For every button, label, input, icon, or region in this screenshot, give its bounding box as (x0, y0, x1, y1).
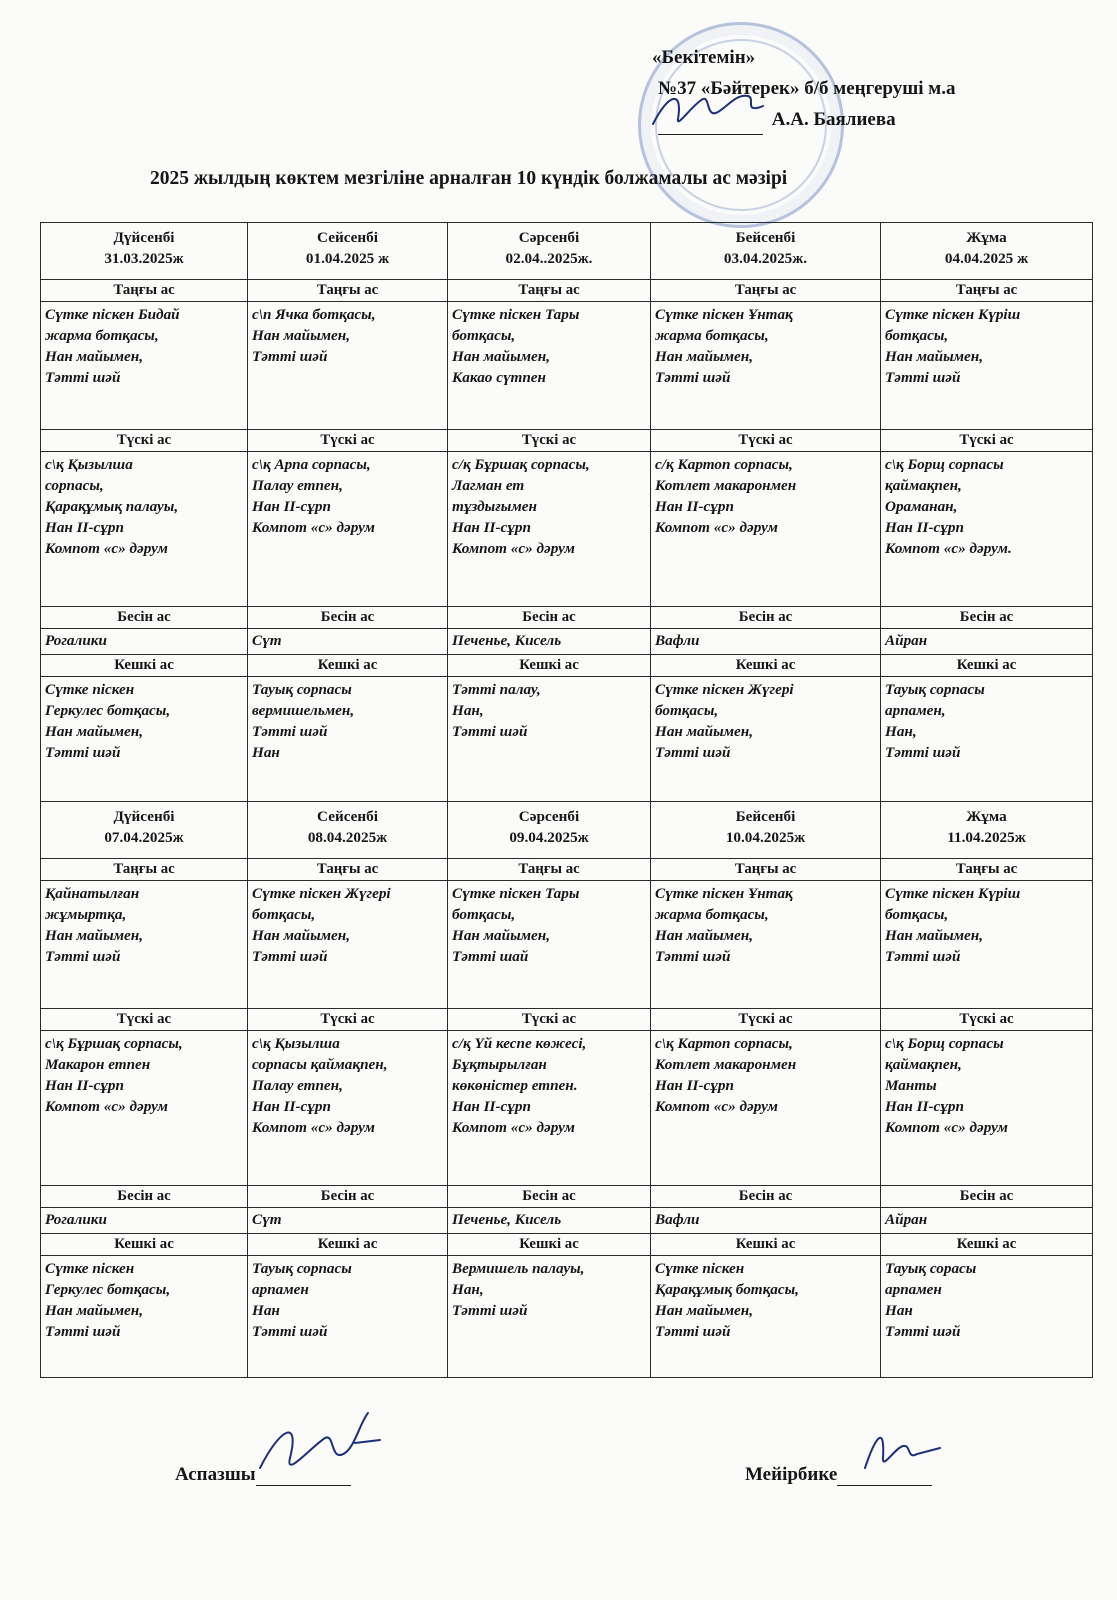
meal-label: Бесін ас (881, 607, 1093, 629)
day-name: Бейсенбі (735, 808, 796, 825)
dish-line: ботқасы, (885, 327, 949, 344)
director-signature (648, 84, 768, 134)
meal-label: Таңғы ас (448, 280, 651, 302)
dish-line: Нан II-сұрп (45, 519, 124, 536)
nurse-signature (855, 1418, 945, 1478)
meal-label: Бесін ас (448, 607, 651, 629)
dish-cell (448, 1256, 651, 1378)
approval-heading: «Бекітемін» (652, 47, 756, 68)
dish-line: Сүтке піскен (45, 1260, 135, 1277)
dish-line: Нан II-сұрп (45, 1077, 124, 1094)
dish-cell (881, 629, 1093, 655)
dish-line: Тәтті шәй (252, 1323, 328, 1340)
dish-cell (881, 302, 1093, 430)
dish-line: арпамен (885, 1281, 942, 1298)
dish-row (41, 677, 1093, 802)
dish-line: Компот «с» дәрум (452, 540, 575, 557)
dish-line: Нан II-сұрп (885, 519, 964, 536)
meal-label: Түскі ас (448, 430, 651, 452)
meal-label: Түскі ас (881, 1009, 1093, 1031)
dish-cell (651, 452, 881, 607)
dish-line: Тәтті шәй (655, 1323, 731, 1340)
dish-line: Компот «с» дәрум (452, 1119, 575, 1136)
meal-header-row (41, 655, 1093, 677)
dish-line: Қайнатылған (45, 885, 140, 902)
meal-label: Таңғы ас (881, 280, 1093, 302)
meal-label: Кешкі ас (41, 1234, 248, 1256)
dish-line: Сүтке піскен Күріш (885, 885, 1021, 902)
dish-line: Компот «с» дәрум (655, 519, 778, 536)
dish-line: Тәтті шәй (45, 948, 121, 965)
day-date: 10.04.2025ж (725, 829, 806, 846)
dish-row (41, 1256, 1093, 1378)
day-header-cell (448, 223, 651, 280)
dish-line: Тәтті шәй (252, 348, 328, 365)
cook-label: Аспазшы (175, 1464, 256, 1485)
dish-line: Тәтті шәй (885, 948, 961, 965)
dish-line: Сүтке піскен (45, 681, 135, 698)
meal-label: Таңғы ас (651, 859, 881, 881)
dish-line: Тауық сорпасы (252, 1260, 352, 1277)
meal-label: Кешкі ас (41, 655, 248, 677)
day-date: 01.04.2025 ж (305, 250, 390, 267)
day-name: Дүйсенбі (113, 229, 175, 246)
dish-cell (248, 629, 448, 655)
dish-cell (448, 881, 651, 1009)
day-header-cell (41, 802, 248, 859)
dish-line: Айран (885, 1211, 928, 1228)
dish-line: с/қ Бұршақ сорпасы, (452, 456, 590, 473)
dish-line: қаймақпен, (885, 477, 962, 494)
dish-line: Нан майымен, (655, 1302, 753, 1319)
dish-line: Нан, (452, 702, 484, 719)
day-date: 02.04..2025ж. (505, 250, 593, 267)
dish-line: Нан (252, 1302, 280, 1319)
dish-line: Нан II-сұрп (655, 1077, 734, 1094)
dish-cell (248, 1208, 448, 1234)
meal-label: Түскі ас (41, 430, 248, 452)
dish-cell (248, 1256, 448, 1378)
dish-line: Қарақұмық ботқасы, (655, 1281, 799, 1298)
day-date: 07.04.2025ж (104, 829, 184, 846)
dish-line: жұмыртқа, (45, 906, 127, 923)
approval-position: №37 «Бәйтерек» б/б меңгеруші м.а (658, 78, 956, 99)
dish-line: Нан майымен, (655, 348, 753, 365)
dish-line: Нан, (885, 723, 917, 740)
dish-cell (41, 1031, 248, 1186)
dish-line: Сүтке піскен Жүгері (252, 885, 391, 902)
day-header-cell (248, 802, 448, 859)
dish-line: Нан майымен, (885, 927, 983, 944)
dish-line: с\қ Арпа сорпасы, (252, 456, 371, 473)
day-header-row (41, 223, 1093, 280)
day-header-cell (651, 223, 881, 280)
dish-cell (448, 677, 651, 802)
dish-cell (651, 302, 881, 430)
dish-line: Айран (885, 632, 928, 649)
day-name: Бейсенбі (735, 229, 796, 246)
dish-line: Сүт (252, 1211, 282, 1228)
dish-row (41, 629, 1093, 655)
dish-line: Тәтті шәй (45, 744, 121, 761)
dish-line: Тәтті шәй (655, 369, 731, 386)
meal-label: Таңғы ас (651, 280, 881, 302)
dish-cell (248, 677, 448, 802)
dish-line: Сүтке піскен (655, 1260, 745, 1277)
dish-line: Тәтті шай (452, 948, 529, 965)
dish-line: көкөністер етпен. (452, 1077, 578, 1094)
dish-row (41, 1208, 1093, 1234)
meal-header-row (41, 1009, 1093, 1031)
dish-cell (41, 1208, 248, 1234)
meal-label: Бесін ас (651, 607, 881, 629)
dish-line: Тәтті шәй (885, 744, 961, 761)
dish-line: с\қ Борщ сорпасы (885, 1035, 1004, 1052)
dish-cell (651, 677, 881, 802)
dish-cell (881, 1208, 1093, 1234)
dish-cell (651, 629, 881, 655)
day-date: 31.03.2025ж (104, 250, 184, 267)
dish-line: Тәтті шәй (655, 744, 731, 761)
meal-header-row (41, 1186, 1093, 1208)
dish-line: Сүтке піскен Ұнтақ (655, 306, 793, 323)
dish-cell (448, 452, 651, 607)
dish-line: Нан майымен, (252, 327, 350, 344)
dish-cell (41, 881, 248, 1009)
dish-line: вермишельмен, (252, 702, 355, 719)
dish-line: Тауық сорпасы (252, 681, 352, 698)
dish-line: Вафли (655, 632, 700, 649)
dish-line: Тәтті шәй (45, 369, 121, 386)
dish-line: Тәтті шәй (252, 948, 328, 965)
dish-line: Нан II-сұрп (252, 1098, 331, 1115)
dish-cell (41, 677, 248, 802)
dish-line: Нан (252, 744, 280, 761)
dish-line: Нан майымен, (655, 723, 753, 740)
dish-cell (651, 881, 881, 1009)
dish-line: ботқасы, (452, 906, 516, 923)
dish-line: Ораманан, (885, 498, 958, 515)
meal-label: Түскі ас (248, 1009, 448, 1031)
dish-line: Компот «с» дәрум (885, 1119, 1008, 1136)
meal-header-row (41, 430, 1093, 452)
dish-line: тұздығымен (452, 498, 537, 515)
dish-line: Нан майымен, (252, 927, 350, 944)
dish-line: Вермишель палауы, (452, 1260, 585, 1277)
dish-line: Нан II-сұрп (885, 1098, 964, 1115)
meal-label: Бесін ас (881, 1186, 1093, 1208)
meal-label: Түскі ас (881, 430, 1093, 452)
dish-line: Нан II-сұрп (452, 519, 531, 536)
cook-signature (250, 1408, 390, 1488)
dish-line: Нан, (452, 1281, 484, 1298)
day-name: Жұма (966, 808, 1007, 825)
approval-name: А.А. Баялиева (771, 109, 896, 130)
dish-line: Тәтті шәй (45, 1323, 121, 1340)
dish-line: Палау етпен, (252, 1077, 343, 1094)
dish-line: Нан майымен, (45, 348, 143, 365)
dish-line: Лагман ет (452, 477, 525, 494)
dish-line: жарма ботқасы, (655, 906, 769, 923)
day-header-cell (651, 802, 881, 859)
dish-line: Нан майымен, (885, 348, 983, 365)
dish-line: с\қ Борщ сорпасы (885, 456, 1004, 473)
dish-line: с\қ Қызылша (252, 1035, 340, 1052)
meal-label: Таңғы ас (448, 859, 651, 881)
meal-label: Бесін ас (41, 1186, 248, 1208)
dish-line: Компот «с» дәрум (252, 519, 375, 536)
dish-line: Макарон етпен (45, 1056, 151, 1073)
dish-line: Котлет макаронмен (655, 477, 797, 494)
dish-line: Компот «с» дәрум (45, 540, 168, 557)
dish-line: Нан майымен, (45, 1302, 143, 1319)
dish-line: ботқасы, (252, 906, 316, 923)
dish-cell (41, 1256, 248, 1378)
dish-line: Тәтті шәй (655, 948, 731, 965)
meal-label: Түскі ас (651, 1009, 881, 1031)
dish-line: Нан майымен, (45, 723, 143, 740)
meal-label: Кешкі ас (248, 655, 448, 677)
dish-line: Нан майымен, (452, 348, 550, 365)
dish-cell (448, 1208, 651, 1234)
meal-label: Таңғы ас (41, 859, 248, 881)
day-date: 04.04.2025 ж (944, 250, 1029, 267)
meal-label: Кешкі ас (651, 655, 881, 677)
dish-line: Какао сүтпен (452, 369, 546, 386)
meal-label: Таңғы ас (248, 280, 448, 302)
meal-label: Кешкі ас (881, 655, 1093, 677)
dish-line: ботқасы, (885, 906, 949, 923)
menu-table (40, 222, 1093, 1378)
dish-line: Тауық сорасы (885, 1260, 977, 1277)
dish-line: Компот «с» дәрум (45, 1098, 168, 1115)
meal-label: Кешкі ас (881, 1234, 1093, 1256)
dish-line: сорпасы, (45, 477, 104, 494)
dish-line: с\қ Бұршақ сорпасы, (45, 1035, 183, 1052)
meal-label: Түскі ас (248, 430, 448, 452)
meal-label: Таңғы ас (881, 859, 1093, 881)
dish-line: Рогалики (45, 1211, 107, 1228)
dish-line: Рогалики (45, 632, 107, 649)
dish-line: Геркулес ботқасы, (45, 702, 171, 719)
meal-label: Кешкі ас (248, 1234, 448, 1256)
meal-label: Таңғы ас (41, 280, 248, 302)
dish-line: Нан II-сұрп (252, 498, 331, 515)
day-name: Сәрсенбі (518, 808, 580, 825)
meal-header-row (41, 607, 1093, 629)
dish-line: Тәтті шәй (452, 723, 528, 740)
dish-line: Тәтті шәй (252, 723, 328, 740)
dish-line: Палау етпен, (252, 477, 343, 494)
dish-line: ботқасы, (452, 327, 516, 344)
nurse-label: Мейірбике (745, 1464, 838, 1485)
meal-label: Бесін ас (248, 1186, 448, 1208)
meal-header-row (41, 1234, 1093, 1256)
dish-line: Сүтке піскен Күріш (885, 306, 1021, 323)
dish-line: Сүтке піскен Жүгері (655, 681, 794, 698)
dish-line: Тәтті палау, (452, 681, 541, 698)
dish-cell (248, 881, 448, 1009)
dish-cell (248, 1031, 448, 1186)
dish-line: Печенье, Кисель (452, 632, 562, 649)
day-name: Жұма (966, 229, 1007, 246)
meal-label: Кешкі ас (651, 1234, 881, 1256)
dish-cell (651, 1031, 881, 1186)
day-header-cell (41, 223, 248, 280)
dish-line: Сүтке піскен Бидай (45, 306, 180, 323)
dish-cell (448, 1031, 651, 1186)
dish-cell (881, 452, 1093, 607)
meal-label: Бесін ас (651, 1186, 881, 1208)
dish-line: Сүтке піскен Тары (452, 306, 580, 323)
dish-line: Котлет макаронмен (655, 1056, 797, 1073)
day-header-cell (881, 802, 1093, 859)
dish-line: с/қ Картоп сорпасы, (655, 456, 793, 473)
dish-line: ботқасы, (655, 702, 719, 719)
dish-line: Компот «с» дәрум (655, 1098, 778, 1115)
dish-line: арпамен, (885, 702, 946, 719)
dish-line: Нан майымен, (655, 927, 753, 944)
meal-label: Түскі ас (651, 430, 881, 452)
day-date: 03.04.2025ж. (723, 250, 808, 267)
dish-line: Тәтті шәй (885, 1323, 961, 1340)
meal-label: Кешкі ас (448, 655, 651, 677)
meal-label: Кешкі ас (448, 1234, 651, 1256)
day-date: 09.04.2025ж (509, 829, 589, 846)
meal-label: Бесін ас (448, 1186, 651, 1208)
dish-line: Қарақұмық палауы, (45, 498, 179, 515)
dish-line: Сүтке піскен Ұнтақ (655, 885, 793, 902)
day-name: Сейсенбі (317, 808, 378, 825)
dish-line: Бұқтырылған (452, 1056, 547, 1073)
dish-line: жарма ботқасы, (655, 327, 769, 344)
dish-line: с\қ Қызылша (45, 456, 133, 473)
dish-cell (41, 302, 248, 430)
dish-cell (881, 881, 1093, 1009)
dish-cell (651, 1256, 881, 1378)
dish-line: Сүтке піскен Тары (452, 885, 580, 902)
dish-line: Геркулес ботқасы, (45, 1281, 171, 1298)
day-header-cell (448, 802, 651, 859)
meal-header-row (41, 859, 1093, 881)
dish-cell (448, 629, 651, 655)
meal-label: Түскі ас (41, 1009, 248, 1031)
day-date: 08.04.2025ж (307, 829, 388, 846)
dish-line: Тәтті шәй (885, 369, 961, 386)
dish-line: Тәтті шәй (452, 1302, 528, 1319)
dish-line: қаймақпен, (885, 1056, 962, 1073)
day-date: 11.04.2025ж (947, 829, 1026, 846)
dish-line: сорпасы қаймақпен, (252, 1056, 388, 1073)
meal-label: Бесін ас (41, 607, 248, 629)
dish-row (41, 881, 1093, 1009)
meal-header-row (41, 280, 1093, 302)
dish-line: Вафли (655, 1211, 700, 1228)
dish-line: Нан (885, 1302, 913, 1319)
dish-cell (248, 302, 448, 430)
page-title: 2025 жылдың көктем мезгіліне арналған 10 күндік болжамалы ас мәзірі (150, 168, 788, 189)
dish-cell (248, 452, 448, 607)
dish-line: Тауық сорпасы (885, 681, 985, 698)
meal-label: Бесін ас (248, 607, 448, 629)
dish-line: с\қ Картоп сорпасы, (655, 1035, 793, 1052)
dish-row (41, 302, 1093, 430)
dish-cell (651, 1208, 881, 1234)
dish-line: с\п Ячка ботқасы, (252, 306, 376, 323)
day-name: Дүйсенбі (113, 808, 175, 825)
meal-label: Түскі ас (448, 1009, 651, 1031)
dish-cell (881, 677, 1093, 802)
dish-line: жарма ботқасы, (45, 327, 159, 344)
day-header-cell (248, 223, 448, 280)
dish-cell (41, 629, 248, 655)
dish-line: Нан майымен, (45, 927, 143, 944)
dish-line: Компот «с» дәрум. (885, 540, 1012, 557)
dish-cell (881, 1031, 1093, 1186)
dish-cell (448, 302, 651, 430)
dish-line: Нан II-сұрп (655, 498, 734, 515)
dish-line: Печенье, Кисель (452, 1211, 562, 1228)
dish-line: Манты (885, 1077, 937, 1094)
dish-line: Нан II-сұрп (452, 1098, 531, 1115)
dish-cell (41, 452, 248, 607)
dish-row (41, 452, 1093, 607)
dish-cell (881, 1256, 1093, 1378)
meal-label: Таңғы ас (248, 859, 448, 881)
dish-line: с/қ Үй кеспе көжесі, (452, 1035, 587, 1052)
dish-row (41, 1031, 1093, 1186)
day-name: Сейсенбі (317, 229, 378, 246)
dish-line: Компот «с» дәрум (252, 1119, 375, 1136)
dish-line: Нан майымен, (452, 927, 550, 944)
day-header-cell (881, 223, 1093, 280)
dish-line: арпамен (252, 1281, 309, 1298)
dish-line: Сүт (252, 632, 282, 649)
day-name: Сәрсенбі (518, 229, 580, 246)
day-header-row (41, 802, 1093, 859)
